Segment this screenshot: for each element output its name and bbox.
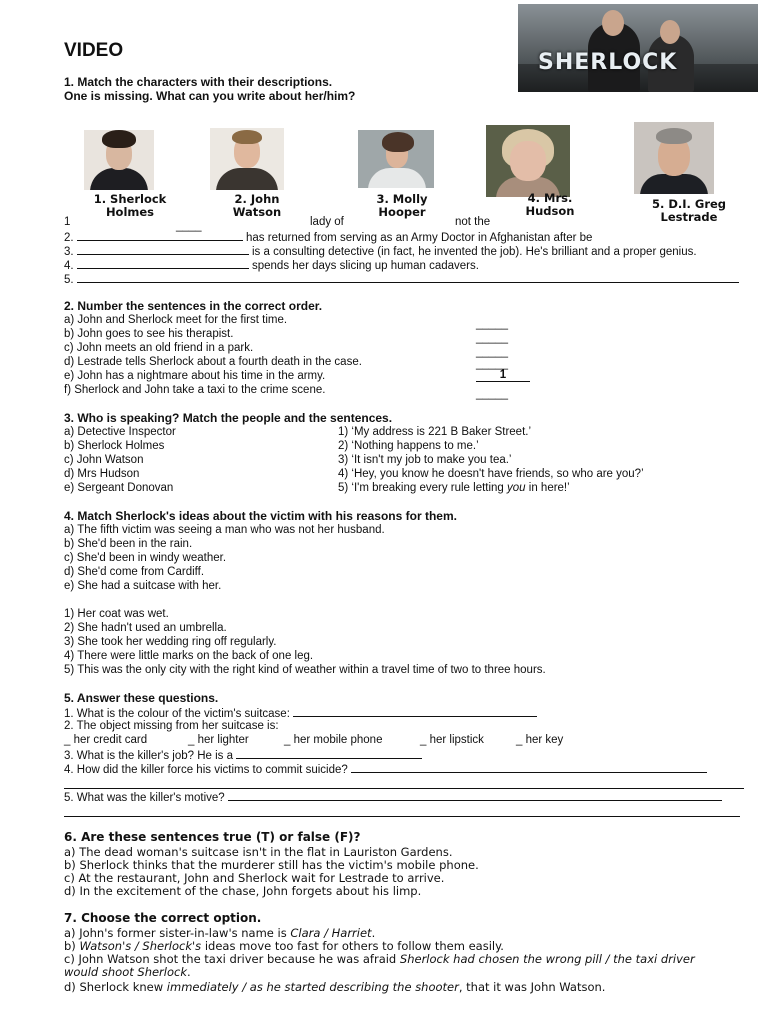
description-row-1-fragment: lady of (310, 216, 344, 228)
question-5-answer-line-2[interactable] (64, 806, 740, 817)
section-2-heading: 2. Number the sentences in the correct order. (64, 299, 323, 313)
question-2: 2. The object missing from her suitcase is: (64, 720, 279, 732)
question-4-answer-line-2[interactable] (64, 778, 744, 789)
question-5-answer[interactable] (228, 790, 722, 801)
order-answer-d[interactable]: _____ (476, 358, 508, 370)
order-item-b: b) John goes to see his therapist. (64, 328, 234, 340)
caption-mrs-hudson: 4. Mrs. Hudson (525, 191, 575, 218)
reason-4: 4) There were little marks on the back of one leg. (64, 650, 314, 662)
question-5: 5. What was the killer's motive? (64, 790, 722, 804)
order-item-f: f) Sherlock and John take a taxi to the crime scene. (64, 384, 326, 396)
description-5-blank[interactable] (77, 272, 739, 283)
reason-2: 2) She hadn't used an umbrella. (64, 622, 227, 634)
choice-c-continued: would shoot Sherlock. (64, 965, 191, 979)
order-item-e: e) John has a nightmare about his time in the army. (64, 370, 326, 382)
tf-item-d: d) In the excitement of the chase, John forgets about his limp. (64, 884, 422, 898)
idea-a: a) The fifth victim was seeing a man who was not her husband. (64, 524, 385, 536)
portrait-mrs-hudson (486, 125, 570, 197)
option-lipstick[interactable]: _ her lipstick (420, 734, 484, 746)
idea-d: d) She'd come from Cardiff. (64, 566, 205, 578)
quote-1: 1) ‘My address is 221 B Baker Street.’ (338, 426, 532, 438)
portrait-john-watson (210, 128, 284, 190)
description-row-1-blank: ____ (176, 220, 202, 232)
description-row-1-number: 1 (64, 216, 71, 228)
page-title: VIDEO (64, 40, 124, 61)
question-1: 1. What is the colour of the victim's suitcase: (64, 706, 537, 720)
speaker-a: a) Detective Inspector (64, 426, 176, 438)
question-1-answer[interactable] (293, 706, 537, 717)
order-answer-c[interactable]: _____ (476, 346, 508, 358)
tf-item-a: a) The dead woman's suitcase isn't in the flat in Lauriston Gardens. (64, 845, 453, 859)
reason-1: 1) Her coat was wet. (64, 608, 169, 620)
description-row-2: 2. has returned from serving as an Army Doctor in Afghanistan after be (64, 232, 593, 244)
question-3: 3. What is the killer's job? He is a (64, 748, 422, 762)
description-4-blank[interactable] (77, 258, 249, 269)
order-answer-e[interactable]: 1 (476, 369, 530, 382)
quote-5: 5) ‘I'm breaking every rule letting you in here!’ (338, 482, 570, 494)
choice-c: c) John Watson shot the taxi driver because he was afraid Sherlock had chosen the wrong pill / the taxi driver (64, 952, 695, 966)
description-row-5: 5. (64, 272, 739, 286)
choice-b: b) Watson's / Sherlock's ideas move too fast for others to follow them easily. (64, 939, 504, 953)
question-4: 4. How did the killer force his victims to commit suicide? (64, 762, 707, 776)
option-credit-card[interactable]: _ her credit card (64, 734, 148, 746)
option-key[interactable]: _ her key (516, 734, 564, 746)
order-answer-f[interactable]: _____ (476, 388, 508, 400)
quote-3: 3) ‘It isn't my job to make you tea.’ (338, 454, 512, 466)
order-answer-a[interactable]: _____ (476, 318, 508, 330)
choice-a: a) John's former sister-in-law's name is Clara / Harriet. (64, 926, 376, 940)
section-1-heading: 1. Match the characters with their descriptions. (64, 75, 333, 89)
caption-lestrade: 5. D.I. Greg Lestrade (651, 197, 727, 224)
idea-b: b) She'd been in the rain. (64, 538, 193, 550)
speaker-c: c) John Watson (64, 454, 144, 466)
question-3-answer[interactable] (236, 748, 422, 759)
quote-4: 4) ‘Hey, you know he doesn't have friends, so who are you?’ (338, 468, 644, 480)
quote-2: 2) ‘Nothing happens to me.’ (338, 440, 479, 452)
description-2-blank[interactable] (77, 230, 243, 241)
option-mobile-phone[interactable]: _ her mobile phone (284, 734, 383, 746)
portrait-lestrade (634, 122, 714, 194)
idea-c: c) She'd been in windy weather. (64, 552, 227, 564)
caption-sherlock: 1. Sherlock Holmes (93, 192, 167, 219)
question-4-answer[interactable] (351, 762, 707, 773)
order-item-c: c) John meets an old friend in a park. (64, 342, 254, 354)
speaker-e: e) Sergeant Donovan (64, 482, 174, 494)
caption-john-watson: 2. John Watson (232, 192, 282, 219)
order-item-d: d) Lestrade tells Sherlock about a fourth death in the case. (64, 356, 362, 368)
reason-5: 5) This was the only city with the right kind of weather within a travel time of two to three hours. (64, 664, 546, 676)
portrait-sherlock (84, 130, 154, 190)
tf-item-b: b) Sherlock thinks that the murderer still has the victim's mobile phone. (64, 858, 479, 872)
order-item-a: a) John and Sherlock meet for the first time. (64, 314, 288, 326)
description-3-blank[interactable] (77, 244, 249, 255)
speaker-d: d) Mrs Hudson (64, 468, 140, 480)
section-7-heading: 7. Choose the correct option. (64, 911, 262, 925)
caption-molly-hooper: 3. Molly Hooper (376, 192, 428, 219)
choice-d: d) Sherlock knew immediately / as he started describing the shooter, that it was John Watson. (64, 980, 606, 994)
tf-item-c: c) At the restaurant, John and Sherlock wait for Lestrade to arrive. (64, 871, 445, 885)
description-row-4: 4. spends her days slicing up human cadavers. (64, 260, 479, 272)
section-3-heading: 3. Who is speaking? Match the people and the sentences. (64, 411, 393, 425)
speaker-b: b) Sherlock Holmes (64, 440, 165, 452)
order-answer-b[interactable]: _____ (476, 332, 508, 344)
banner-logo-text: SHERLOCK (538, 50, 678, 75)
section-1-subheading: One is missing. What can you write about her/him? (64, 89, 356, 103)
option-lighter[interactable]: _ her lighter (188, 734, 249, 746)
idea-e: e) She had a suitcase with her. (64, 580, 222, 592)
section-5-heading: 5. Answer these questions. (64, 691, 219, 705)
section-4-heading: 4. Match Sherlock's ideas about the victim with his reasons for them. (64, 509, 457, 523)
description-row-3: 3. is a consulting detective (in fact, he invented the job). He's brilliant and a proper genius. (64, 246, 697, 258)
reason-3: 3) She took her wedding ring off regularly. (64, 636, 277, 648)
section-6-heading: 6. Are these sentences true (T) or false (F)? (64, 830, 361, 844)
sherlock-banner-image (518, 4, 758, 92)
description-row-1-fragment-2: not the (455, 216, 491, 228)
portrait-molly-hooper (358, 130, 434, 188)
